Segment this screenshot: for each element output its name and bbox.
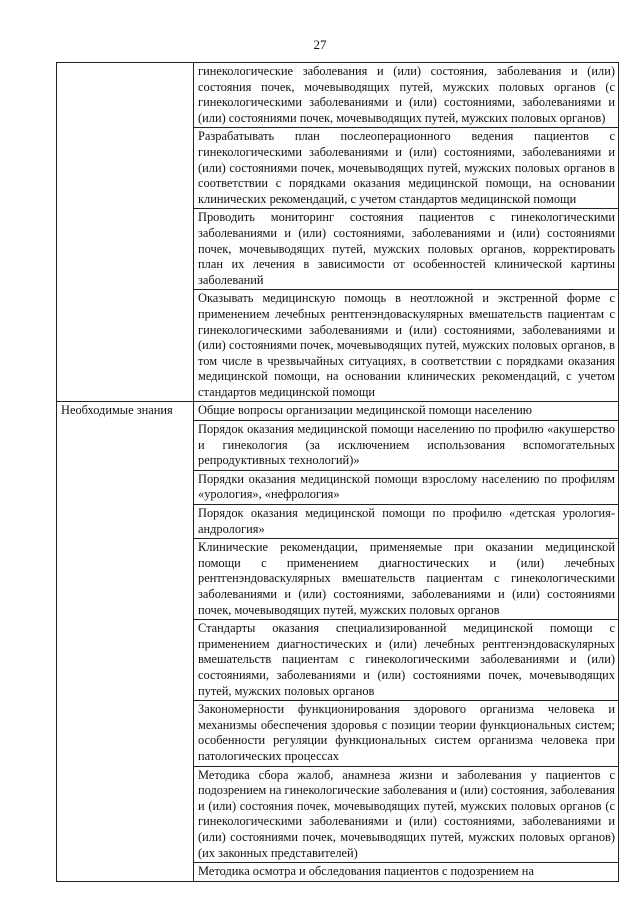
knowledge-item: Методика сбора жалоб, анамнеза жизни и заболевания у пациентов с подозрением на гинекологические заболевания и (или) состояния, заболевания и (или) состояния почек, мочевыводящих путей, мужских половых органов (с гинекологическими заболеваниями и (или) состояниями, заболеваниями и (или) состояниями почек, мочевыводящих путей, мужских половых органов) (их законных представителей) <box>194 766 619 863</box>
knowledge-item: Порядок оказания медицинской помощи населению по профилю «акушерство и гинекология (за исключением использования вспомогательных репродуктивных технологий)» <box>194 421 619 471</box>
table-row <box>57 63 619 128</box>
skill-item: Проводить мониторинг состояния пациентов с гинекологическими заболеваниями и (или) состояниями, заболеваниями и (или) состояниями почек, мочевыводящих путей, мужских половых органов, корректировать план их лечения в зависимости от особенностей клинической картины заболеваний <box>194 209 619 290</box>
page-number: 27 <box>313 37 327 52</box>
knowledge-item: Клинические рекомендации, применяемые при оказании медицинской помощи с применением диагностических и (или) лечебных рентгенэндоваскулярных вмешательств пациентам с гинекологическими заболеваниями и (или) состояниями, заболеваниями и (или) состояниями почек, мочевыводящих путей, мужских половых органов <box>194 539 619 620</box>
requirements-table <box>56 62 619 882</box>
knowledge-item: Общие вопросы организации медицинской помощи населению <box>194 402 619 421</box>
table-row <box>57 402 619 421</box>
skill-item: Разрабатывать план послеоперационного ведения пациентов с гинекологическими заболеваниями и (или) состояниями, заболеваниями и (или) состояниями почек, мочевыводящих путей, мужских половых органов в соответствии с порядками оказания медицинской помощи, на основании клинических рекомендаций, с учетом стандартов медицинской помощи <box>194 128 619 209</box>
knowledge-item: Порядки оказания медицинской помощи взрослому населению по профилям «урология», «нефрология» <box>194 470 619 504</box>
knowledge-item: Закономерности функционирования здорового организма человека и механизмы обеспечения здоровья с позиции теории функциональных систем; особенности регуляции функциональных систем организма человека при патологических процессах <box>194 701 619 766</box>
skill-item: Оказывать медицинскую помощь в неотложной и экстренной форме с применением лечебных рентгенэндоваскулярных вмешательств пациентам с гинекологическими заболеваниями и (или) состояниями, заболеваниями и (или) состояниями почек, мочевыводящих путей, мужских половых органов, в том числе в чрезвычайных ситуациях, в соответствии с порядками оказания медицинской помощи, на основании клинических рекомендаций, с учетом стандартов медицинской помощи <box>194 290 619 402</box>
knowledge-item: Стандарты оказания специализированной медицинской помощи с применением диагностических и (или) лечебных рентгенэндоваскулярных вмешательств пациентам с гинекологическими заболеваниями и (или) состояниями, заболеваниями и (или) состояниями почек, мочевыводящих путей, мужских половых органов <box>194 620 619 701</box>
row-label-knowledge: Необходимые знания <box>57 402 194 881</box>
row-label-cell <box>57 63 194 402</box>
knowledge-item: Порядок оказания медицинской помощи по профилю «детская урология-андрология» <box>194 505 619 539</box>
knowledge-item: Методика осмотра и обследования пациентов с подозрением на <box>194 863 619 882</box>
skill-item: гинекологические заболевания и (или) состояния, заболевания и (или) состояния почек, мочевыводящих путей, мужских половых органов (с гинекологическими заболеваниями и (или) состояниями, заболеваниями и (или) состояниями почек, мочевыводящих путей, мужских половых органов) <box>194 63 619 128</box>
